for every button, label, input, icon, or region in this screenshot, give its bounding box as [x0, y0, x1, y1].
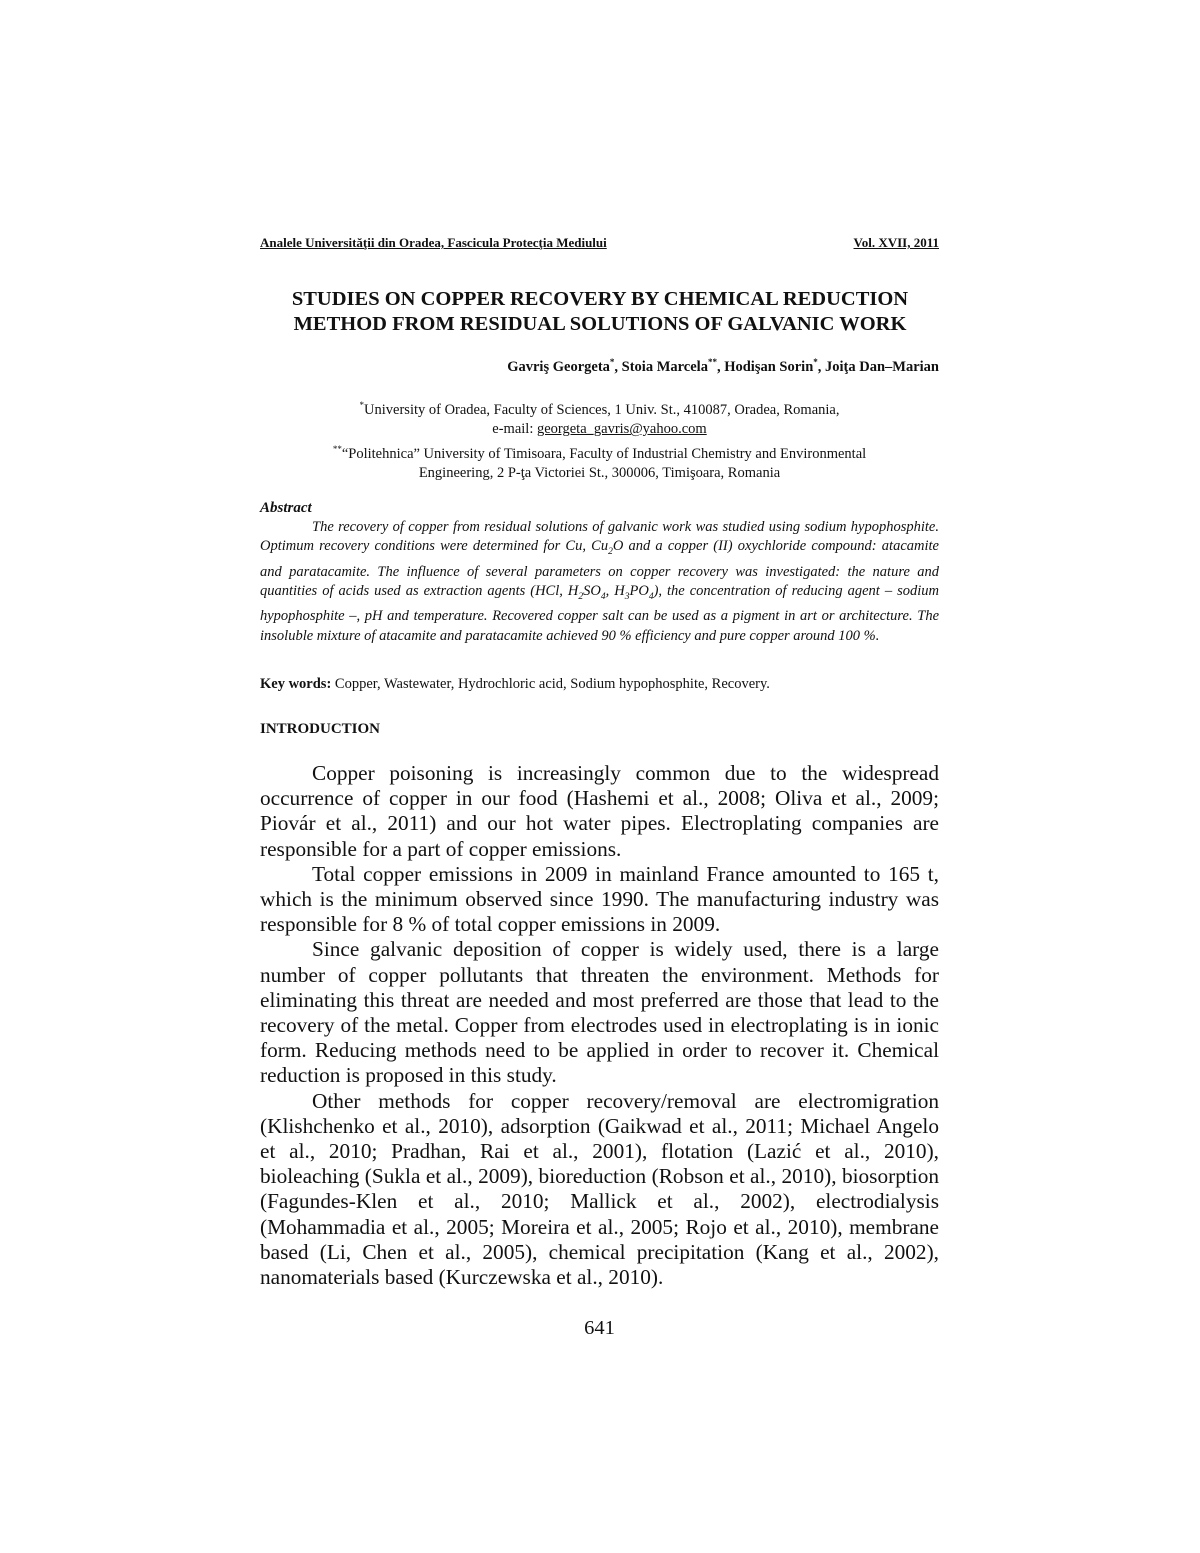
affiliation-text: “Politehnica” University of Timisoara, Faculty of Industrial Chemistry and Environmental [341, 445, 867, 462]
author-mark: * [609, 357, 615, 367]
paragraph: Since galvanic deposition of copper is widely used, there is a large number of copper pollutants that threaten the environment. Methods for eliminating this threat are needed and most preferred are those that lead to the recovery of the metal. Copper from electrodes used in electroplating is in ionic form. Reducing methods need to be applied in order to recover it. Chemical reduction is proposed in this study. [260, 937, 939, 1088]
affiliation-2 [260, 440, 939, 464]
email-line [260, 420, 939, 440]
author-list: Gavriş Georgeta*, Stoia Marcela**, Hodişan Sorin*, Joiţa Dan–Marian [507, 357, 939, 375]
volume-info: Vol. XVII, 2011 [853, 235, 939, 250]
title-line-1: STUDIES ON COPPER RECOVERY BY CHEMICAL REDUCTION [291, 288, 909, 310]
subscript: 4 [600, 592, 606, 602]
running-header [260, 235, 939, 251]
paragraph: Copper poisoning is increasingly common due to the widespread occurrence of copper in our food (Hashemi et al., 2008; Oliva et al., 2009; Piovár et al., 2011) and our hot water pipes. Electroplating companies are responsible for a part of copper emissions. [260, 761, 939, 861]
affiliation-1 [260, 396, 939, 420]
section-heading-introduction: INTRODUCTION [260, 721, 381, 737]
subscript: 2 [608, 547, 613, 558]
affiliation-mark: ** [332, 443, 342, 454]
abstract-text: ), the concentration of reducing agent – sodium hypophosphite –, pH and temperature. Recovered copper salt can be used as a pigment in art or architecture. The insoluble mixture of atacamite and paratacamite achieved 90 % efficiency and pure copper around 100 %. [260, 583, 939, 644]
email-label: e-mail: [492, 421, 537, 438]
abstract-text: PO [629, 583, 649, 600]
abstract-body [260, 518, 939, 646]
subscript: 4 [648, 592, 654, 602]
paragraph: Other methods for copper recovery/removal are electromigration (Klishchenko et al., 2010), adsorption (Gaikwad et al., 2011; Michael Angelo et al., 2010; Pradhan, Rai et al., 2001), flotation (Lazić et al., 2010), bioleaching (Sukla et al., 2009), bioreduction (Robson et al., 2010), biosorption (Fagundes-Klen et al., 2010; Mallick et al., 2002), electrodialysis (Mohammadia et al., 2005; Moreira et al., 2005; Rojo et al., 2010), membrane based (Li, Chen et al., 2005), chemical precipitation (Kang et al., 2002), nanomaterials based (Kurczewska et al., 2010). [260, 1088, 939, 1290]
abstract-text: The recovery of copper from residual solutions of galvanic work was studied using sodium hypophosphite. Optimum recovery conditions were determined for Cu, Cu [260, 519, 939, 555]
keywords-label: Key words: [260, 676, 332, 692]
keywords-text: Copper, Wastewater, Hydrochloric acid, Sodium hypophosphite, Recovery. [331, 676, 770, 692]
paper-title [240, 287, 960, 337]
introduction-body [260, 761, 939, 1290]
paragraph: Total copper emissions in 2009 in mainland France amounted to 165 t, which is the minimum observed since 1990. The manufacturing industry was responsible for 8 % of total copper emissions in 2009. [260, 861, 939, 937]
affiliation-mark: * [359, 400, 365, 410]
abstract-text: SO [583, 583, 601, 600]
affiliation-2-cont: Engineering, 2 P-ţa Victoriei St., 300006, Timişoara, Romania [418, 465, 781, 482]
affiliations [260, 396, 939, 484]
title-line-2: METHOD FROM RESIDUAL SOLUTIONS OF GALVANIC WORK [293, 313, 907, 335]
email-link[interactable]: georgeta_gavris@yahoo.com [536, 421, 707, 438]
author-mark: * [813, 357, 818, 367]
abstract-heading: Abstract [260, 500, 312, 516]
keywords [260, 676, 939, 693]
author-name: Gavriş Georgeta [507, 358, 610, 375]
abstract-text: O and a copper (II) oxychloride compound: atacamite and paratacamite. The influence of several parameters on copper recovery was investigated: the nature and quantities of acids used as extraction agents (HCl, H [260, 538, 939, 600]
page-number: 641 [584, 1317, 615, 1339]
author-mark: ** [707, 357, 717, 367]
author-name: Hodişan Sorin [724, 358, 814, 375]
author-name: Stoia Marcela [621, 358, 708, 375]
subscript: 3 [624, 592, 630, 602]
subscript: 2 [578, 592, 584, 602]
affiliation-text: University of Oradea, Faculty of Sciences, 1 Univ. St., 410087, Oradea, Romania, [364, 401, 840, 418]
abstract-text: , H [605, 583, 625, 600]
author-name: Joiţa Dan–Marian [825, 358, 939, 375]
journal-name: Analele Universităţii din Oradea, Fascicula Protecţia Mediului [260, 235, 607, 250]
